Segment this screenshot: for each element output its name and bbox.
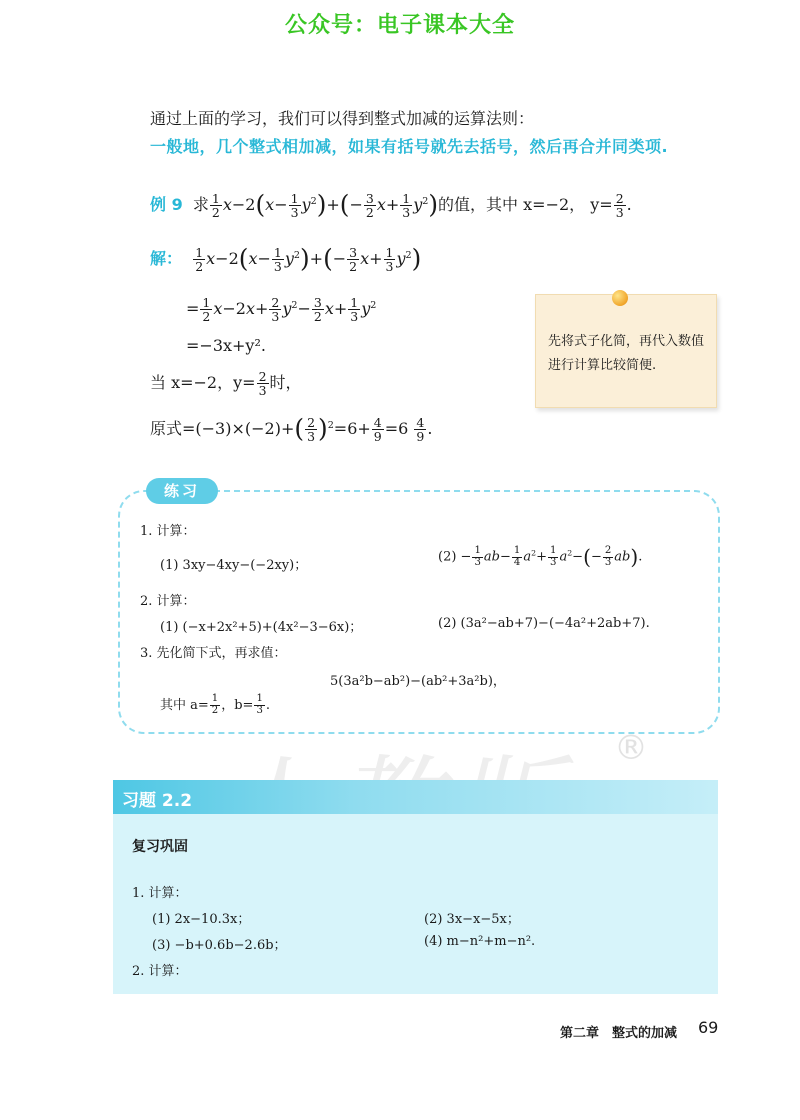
exercise-header-bar xyxy=(113,780,718,814)
when-text: 当 x=−2，y= xyxy=(150,373,256,393)
when-end: 时， xyxy=(269,373,302,393)
solution-line-3: =−3x+y². xyxy=(186,336,266,355)
exercise-q1-3: (3) −b+0.6b−2.6b； xyxy=(152,938,287,953)
exercise-q1-1: (1) 2x−10.3x； xyxy=(152,912,251,927)
practice-q2: 2. 计算： xyxy=(140,594,196,609)
pushpin-icon xyxy=(612,290,628,306)
example-9-statement: 例 9 求 $\frac{1}{2}$ x−2(x− $\frac{1}{3}$ $y^2)+(-$ $\frac{3}{2}$ x+ $\frac{1}{3}$ $y^2$)的值，其中 x=−2， y= $\frac{2}{3}$ . xyxy=(150,190,632,221)
fraction: $\frac{3}{2}$ xyxy=(349,245,358,275)
fraction: $\frac{2}{3}$ xyxy=(307,415,315,445)
solution-when xyxy=(150,370,302,397)
example-label: 例 9 xyxy=(150,195,183,215)
fraction: $\frac{1}{3}$ xyxy=(256,693,263,716)
exercise-panel xyxy=(113,814,718,994)
note-text: 先将式子化简，再代入数值进行计算比较简便. xyxy=(548,334,705,373)
practice-q2-1: (1) (−x+2x²+5)+(4x²−3−6x)； xyxy=(160,620,363,635)
chapter-footer: 第二章 整式的加减 xyxy=(560,1026,678,1041)
fraction: $\frac{1}{3}$ xyxy=(350,295,359,325)
fraction: $\frac{1}{2}$ xyxy=(202,295,211,325)
exercise-q1-4: (4) m−n²+m−n². xyxy=(424,934,536,949)
practice-q2-2: (2) (3a²−ab+7)−(−4a²+2ab+7). xyxy=(438,616,650,631)
solution-line-2: = $\frac{1}{2}$ x−2x+ $\frac{2}{3}$ $y^2-$ $\frac{3}{2}$ x+ $\frac{1}{3}$ $y^2$ xyxy=(186,295,377,325)
fraction: $\frac{4}{9}$ xyxy=(373,415,382,445)
fraction: $\frac{1}{3}$ xyxy=(474,545,481,568)
q3-cond-b: ，b= xyxy=(221,698,254,713)
fraction: $\frac{1}{2}$ xyxy=(211,191,220,221)
page-number: 69 xyxy=(698,1018,719,1037)
solution-line-1: 解： $\frac{1}{2}$ x−2(x− $\frac{1}{3}$ $y^2)+(-$ $\frac{3}{2}$ x+ $\frac{1}{3}$ $y^2$) xyxy=(150,244,422,275)
fraction: $\frac{1}{2}$ xyxy=(211,693,219,716)
fraction: $\frac{1}{2}$ xyxy=(195,245,204,275)
fraction: $\frac{2}{3}$ xyxy=(271,295,280,325)
fraction: $\frac{1}{4}$ xyxy=(513,545,521,568)
fraction: $\frac{1}{3}$ xyxy=(273,245,282,275)
exercise-subtitle: 复习巩固 xyxy=(132,839,188,855)
fraction: $\frac{1}{3}$ xyxy=(290,191,299,221)
rule-text: 一般地，几个整式相加减，如果有括号就先去括号，然后再合并同类项. xyxy=(150,137,669,156)
exercise-q2: 2. 计算： xyxy=(132,964,188,979)
practice-q3: 3. 先化简下式，再求值： xyxy=(140,646,287,661)
header-watermark: 公众号：电子课本大全 xyxy=(284,13,515,38)
fraction: $\frac{2}{3}$ xyxy=(604,545,612,568)
exercise-title: 习题 2.2 xyxy=(122,791,193,811)
result-mixed: =6 xyxy=(384,419,409,439)
exercise-q1-2: (2) 3x−x−5x； xyxy=(424,912,520,927)
q3-end: . xyxy=(265,698,271,713)
practice-q3-expr: 5(3a²b−ab²)−(ab²+3a²b)， xyxy=(330,674,506,689)
example-value-of: 的值，其中 xyxy=(438,195,519,215)
q1-2-label: (2) xyxy=(438,549,457,565)
fraction: $\frac{4}{9}$ xyxy=(416,415,425,445)
exercise-q1: 1. 计算： xyxy=(132,886,188,901)
example-cond-x: x=−2， xyxy=(523,195,586,215)
practice-q1-2: (2) − $\frac{1}{3}$ ab− $\frac{1}{4}$ $a^2+$ $\frac{1}{3}$ $a^2-(-$ $\frac{2}{3}$ ab). xyxy=(438,545,643,570)
solution-eq: = xyxy=(186,299,200,319)
fraction: $\frac{1}{3}$ xyxy=(402,191,411,221)
fraction: $\frac{2}{3}$ xyxy=(615,191,624,221)
registered-mark-icon: ® xyxy=(614,728,648,768)
practice-q1: 1. 计算： xyxy=(140,524,196,539)
practice-tab: 练习 xyxy=(146,478,218,504)
solution-label: 解： xyxy=(150,249,183,269)
result-start: 原式=(−3)×(−2)+ xyxy=(150,419,295,439)
solution-result: 原式=(−3)×(−2)+( $\frac{2}{3}$ )$^2$=6+ $\frac{4}{9}$ =6 $\frac{4}{9}$ . xyxy=(150,414,433,445)
practice-q1-1: (1) 3xy−4xy−(−2xy)； xyxy=(160,558,308,573)
intro-text: 通过上面的学习，我们可以得到整式加减的运算法则： xyxy=(150,109,535,128)
example-cond-y: y= xyxy=(590,195,613,215)
result-end: =6+ xyxy=(333,419,371,439)
fraction: $\frac{2}{3}$ xyxy=(258,369,267,399)
fraction: $\frac{1}{3}$ xyxy=(385,245,394,275)
fraction: $\frac{3}{2}$ xyxy=(313,295,322,325)
example-ask: 求 xyxy=(192,195,209,215)
fraction: $\frac{1}{3}$ xyxy=(549,545,557,568)
practice-q3-cond xyxy=(160,694,270,717)
fraction: $\frac{3}{2}$ xyxy=(365,191,374,221)
q3-cond-a: 其中 a= xyxy=(160,698,209,713)
